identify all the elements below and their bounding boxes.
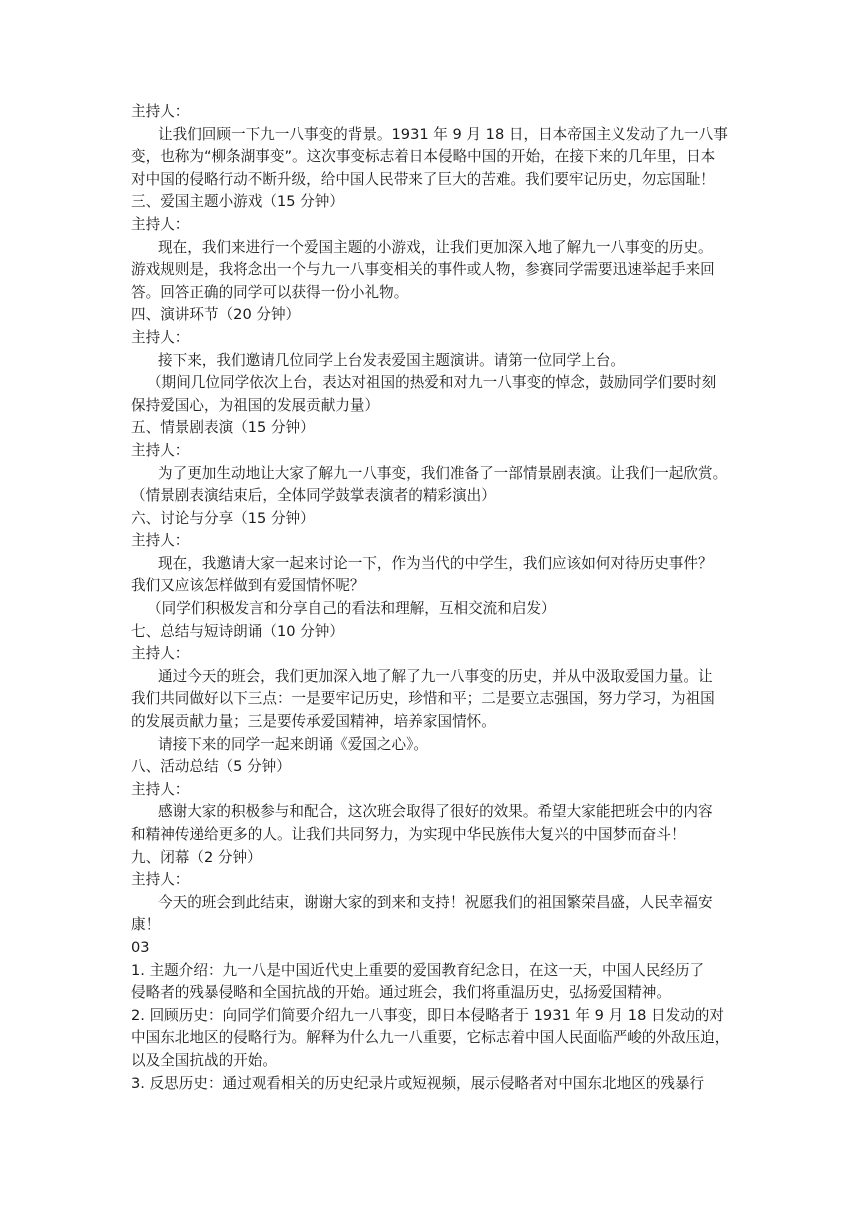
text-line: 主持人： xyxy=(131,645,190,663)
text-line: 侵略者的残暴侵略和全国抗战的开始。通过班会，我们将重温历史，弘扬爱国精神。 xyxy=(131,984,671,1002)
text-line: 五、情景剧表演（15 分钟） xyxy=(131,419,315,437)
text-line: 七、总结与短诗朗诵（10 分钟） xyxy=(131,622,344,640)
text-line: 2. 回顾历史：向同学们简要介绍九一八事变，即日本侵略者于 1931 年 9 月 18 日发动的对 xyxy=(131,1006,724,1024)
text-line: 接下来，我们邀请几位同学上台发表爱国主题演讲。请第一位同学上台。 xyxy=(158,351,626,369)
text-line: 通过今天的班会，我们更加深入地了解了九一八事变的历史，并从中汲取爱国力量。让 xyxy=(158,667,713,685)
text-line: 四、演讲环节（20 分钟） xyxy=(131,306,301,324)
document-page xyxy=(131,101,735,1095)
text-line: 今天的班会到此结束，谢谢大家的到来和支持！祝愿我们的祖国繁荣昌盛，人民幸福安 xyxy=(158,893,713,911)
text-line: 主持人： xyxy=(131,441,190,459)
text-line: 九、闭幕（2 分钟） xyxy=(131,848,262,866)
text-line: 变，也称为“柳条湖事变”。这次事变标志着日本侵略中国的开始，在接下来的几年里，日本 xyxy=(131,148,716,166)
text-line: 和精神传递给更多的人。让我们共同努力，为实现中华民族伟大复兴的中国梦而奋斗！ xyxy=(131,826,686,843)
text-line: 三、爱国主题小游戏（15 分钟） xyxy=(131,193,344,211)
text-line: 游戏规则是，我将念出一个与九一八事变相关的事件或人物，参赛同学需要迅速举起手来回 xyxy=(131,261,715,279)
text-line: 3. 反思历史：通过观看相关的历史纪录片或短视频，展示侵略者对中国东北地区的残暴行 xyxy=(131,1074,705,1092)
text-line: （情景剧表演结束后，全体同学鼓掌表演者的精彩演出） xyxy=(131,487,496,505)
text-line: 现在，我们来进行一个爱国主题的小游戏，让我们更加深入地了解九一八事变的历史。 xyxy=(158,238,713,256)
text-line: 六、讨论与分享（15 分钟） xyxy=(131,509,315,527)
text-line: 的发展贡献力量；三是要传承爱国精神，培养家国情怀。 xyxy=(131,713,496,731)
text-line: 我们又应该怎样做到有爱国情怀呢？ xyxy=(131,577,365,595)
text-line: 主持人： xyxy=(131,780,190,798)
text-line: 保持爱国心，为祖国的发展贡献力量） xyxy=(131,396,380,414)
text-line: 为了更加生动地让大家了解九一八事变，我们准备了一部情景剧表演。让我们一起欣赏。 xyxy=(158,464,728,482)
text-line: （同学们积极发言和分享自己的看法和理解，互相交流和启发） xyxy=(147,600,556,618)
text-line: 现在，我邀请大家一起来讨论一下，作为当代的中学生，我们应该如何对待历史事件？ xyxy=(158,554,713,572)
text-line: 主持人： xyxy=(131,328,190,346)
text-line: 让我们回顾一下九一八事变的背景。1931 年 9 月 18 日，日本帝国主义发动了九一八事 xyxy=(158,125,728,143)
text-line: 对中国的侵略行动不断升级，给中国人民带来了巨大的苦难。我们要牢记历史，勿忘国耻！ xyxy=(131,170,715,188)
text-line: 感谢大家的积极参与和配合，这次班会取得了很好的效果。希望大家能把班会中的内容 xyxy=(158,803,713,821)
text-line: 我们共同做好以下三点：一是要牢记历史，珍惜和平；二是要立志强国，努力学习，为祖国 xyxy=(131,690,715,708)
text-line: 03 xyxy=(131,938,150,956)
text-line: 八、活动总结（5 分钟） xyxy=(131,758,291,776)
text-line: 主持人： xyxy=(131,871,190,889)
text-line: 中国东北地区的侵略行为。解释为什么九一八重要，它标志着中国人民面临严峻的外敌压迫， xyxy=(131,1029,730,1047)
text-line: 主持人： xyxy=(131,103,190,120)
text-line: 答。回答正确的同学可以获得一份小礼物。 xyxy=(131,283,409,301)
text-line: 康！ xyxy=(131,916,161,934)
text-line: 请接下来的同学一起来朗诵《爱国之心》。 xyxy=(158,735,428,753)
text-line: 1. 主题介绍：九一八是中国近代史上重要的爱国教育纪念日，在这一天，中国人民经历了 xyxy=(131,961,705,979)
text-line: 主持人： xyxy=(131,215,190,233)
text-line: 主持人： xyxy=(131,532,190,550)
text-line: 以及全国抗战的开始。 xyxy=(131,1051,277,1069)
text-line: （期间几位同学依次上台，表达对祖国的热爱和对九一八事变的悼念，鼓励同学们要时刻 xyxy=(147,374,717,392)
